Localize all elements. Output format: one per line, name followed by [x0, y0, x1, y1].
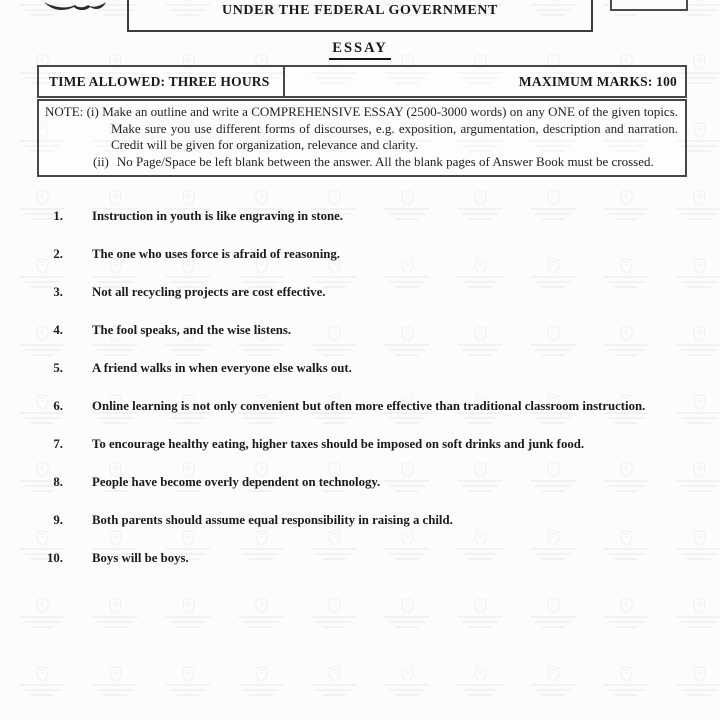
watermark-emblem-icon: [598, 598, 654, 628]
corner-box: [610, 0, 688, 11]
question-item: [37, 246, 667, 262]
watermark-emblem-icon: [525, 666, 581, 696]
maximum-marks-label: MAXIMUM MARKS: 100: [518, 73, 677, 89]
watermark-emblem-icon: [452, 666, 508, 696]
questions-list: [37, 208, 667, 588]
watermark-emblem-icon: [671, 666, 720, 696]
question-text: Instruction in youth is like engraving in stone.: [92, 209, 344, 223]
info-bar: [37, 65, 687, 98]
question-number: 10.: [47, 551, 63, 565]
question-item: [37, 398, 667, 414]
question-text: Not all recycling projects are cost effective.: [92, 285, 326, 299]
watermark-emblem-icon: [671, 598, 720, 628]
watermark-emblem-icon: [671, 190, 720, 220]
question-text: The one who uses force is afraid of reasoning.: [92, 247, 341, 261]
note-item-2: [45, 154, 678, 171]
time-allowed-label: TIME ALLOWED: THREE HOURS: [39, 67, 285, 96]
watermark-emblem-icon: [379, 666, 435, 696]
watermark-emblem-icon: [14, 666, 70, 696]
question-text: People have become overly dependent on technology.: [92, 475, 381, 489]
question-text: To encourage healthy eating, higher taxes should be imposed on soft drinks and junk food.: [92, 437, 585, 451]
question-number: 6.: [53, 399, 63, 413]
question-number: 3.: [53, 285, 63, 299]
watermark-emblem-icon: [671, 462, 720, 492]
watermark-emblem-icon: [160, 598, 216, 628]
watermark-emblem-icon: [671, 394, 720, 424]
note-item-2-marker: (ii): [93, 153, 109, 169]
question-item: [37, 284, 667, 300]
watermark-emblem-icon: [671, 258, 720, 288]
watermark-emblem-icon: [379, 598, 435, 628]
watermark-emblem-icon: [14, 598, 70, 628]
watermark-emblem-icon: [233, 666, 289, 696]
question-number: 1.: [53, 209, 63, 223]
question-text: Online learning is not only convenient but often more effective than traditional classroom instruction.: [92, 399, 646, 413]
note-box: [37, 99, 687, 177]
question-number: 4.: [53, 323, 63, 337]
question-text: Both parents should assume equal responsibility in raising a child.: [92, 513, 453, 527]
note-label: NOTE:: [45, 104, 84, 119]
question-number: 9.: [53, 513, 63, 527]
question-number: 2.: [53, 247, 63, 261]
crest-scroll-icon: [42, 0, 108, 13]
header-title: UNDER THE FEDERAL GOVERNMENT: [222, 3, 498, 18]
watermark-emblem-icon: [671, 326, 720, 356]
question-item: [37, 436, 667, 452]
watermark-emblem-icon: [671, 530, 720, 560]
watermark-emblem-icon: [160, 666, 216, 696]
watermark-emblem-icon: [87, 666, 143, 696]
question-text: A friend walks in when everyone else walks out.: [92, 361, 352, 375]
question-item: [37, 208, 667, 224]
note-item-1: [45, 104, 678, 154]
question-text: Boys will be boys.: [92, 551, 189, 565]
note-item-1-text: Make an outline and write a COMPREHENSIVE ESSAY (2500-3000 words) on any ONE of the given topics. Make sure you use different forms of discourses, e.g. exposition, argumentation, description and narration. Credit will be given for organization, relevance and clarity.: [102, 104, 679, 152]
watermark-emblem-icon: [233, 598, 289, 628]
question-number: 8.: [53, 475, 63, 489]
question-text: The fool speaks, and the wise listens.: [92, 323, 292, 337]
page-heading: ESSAY: [329, 40, 390, 60]
question-number: 5.: [53, 361, 63, 375]
question-item: [37, 322, 667, 338]
question-item: [37, 550, 667, 566]
question-item: [37, 512, 667, 528]
watermark-emblem-icon: [598, 666, 654, 696]
watermark-emblem-icon: [87, 598, 143, 628]
header-box: [127, 0, 593, 32]
question-item: [37, 360, 667, 376]
question-number: 7.: [53, 437, 63, 451]
note-item-2-text: No Page/Space be left blank between the answer. All the blank pages of Answer Book must be crossed.: [116, 153, 654, 169]
watermark-emblem-icon: [452, 598, 508, 628]
watermark-emblem-icon: [306, 598, 362, 628]
watermark-emblem-icon: [525, 598, 581, 628]
question-item: [37, 474, 667, 490]
note-item-1-marker: (i): [86, 104, 99, 119]
watermark-emblem-icon: [306, 666, 362, 696]
essay-heading-row: [0, 39, 720, 60]
